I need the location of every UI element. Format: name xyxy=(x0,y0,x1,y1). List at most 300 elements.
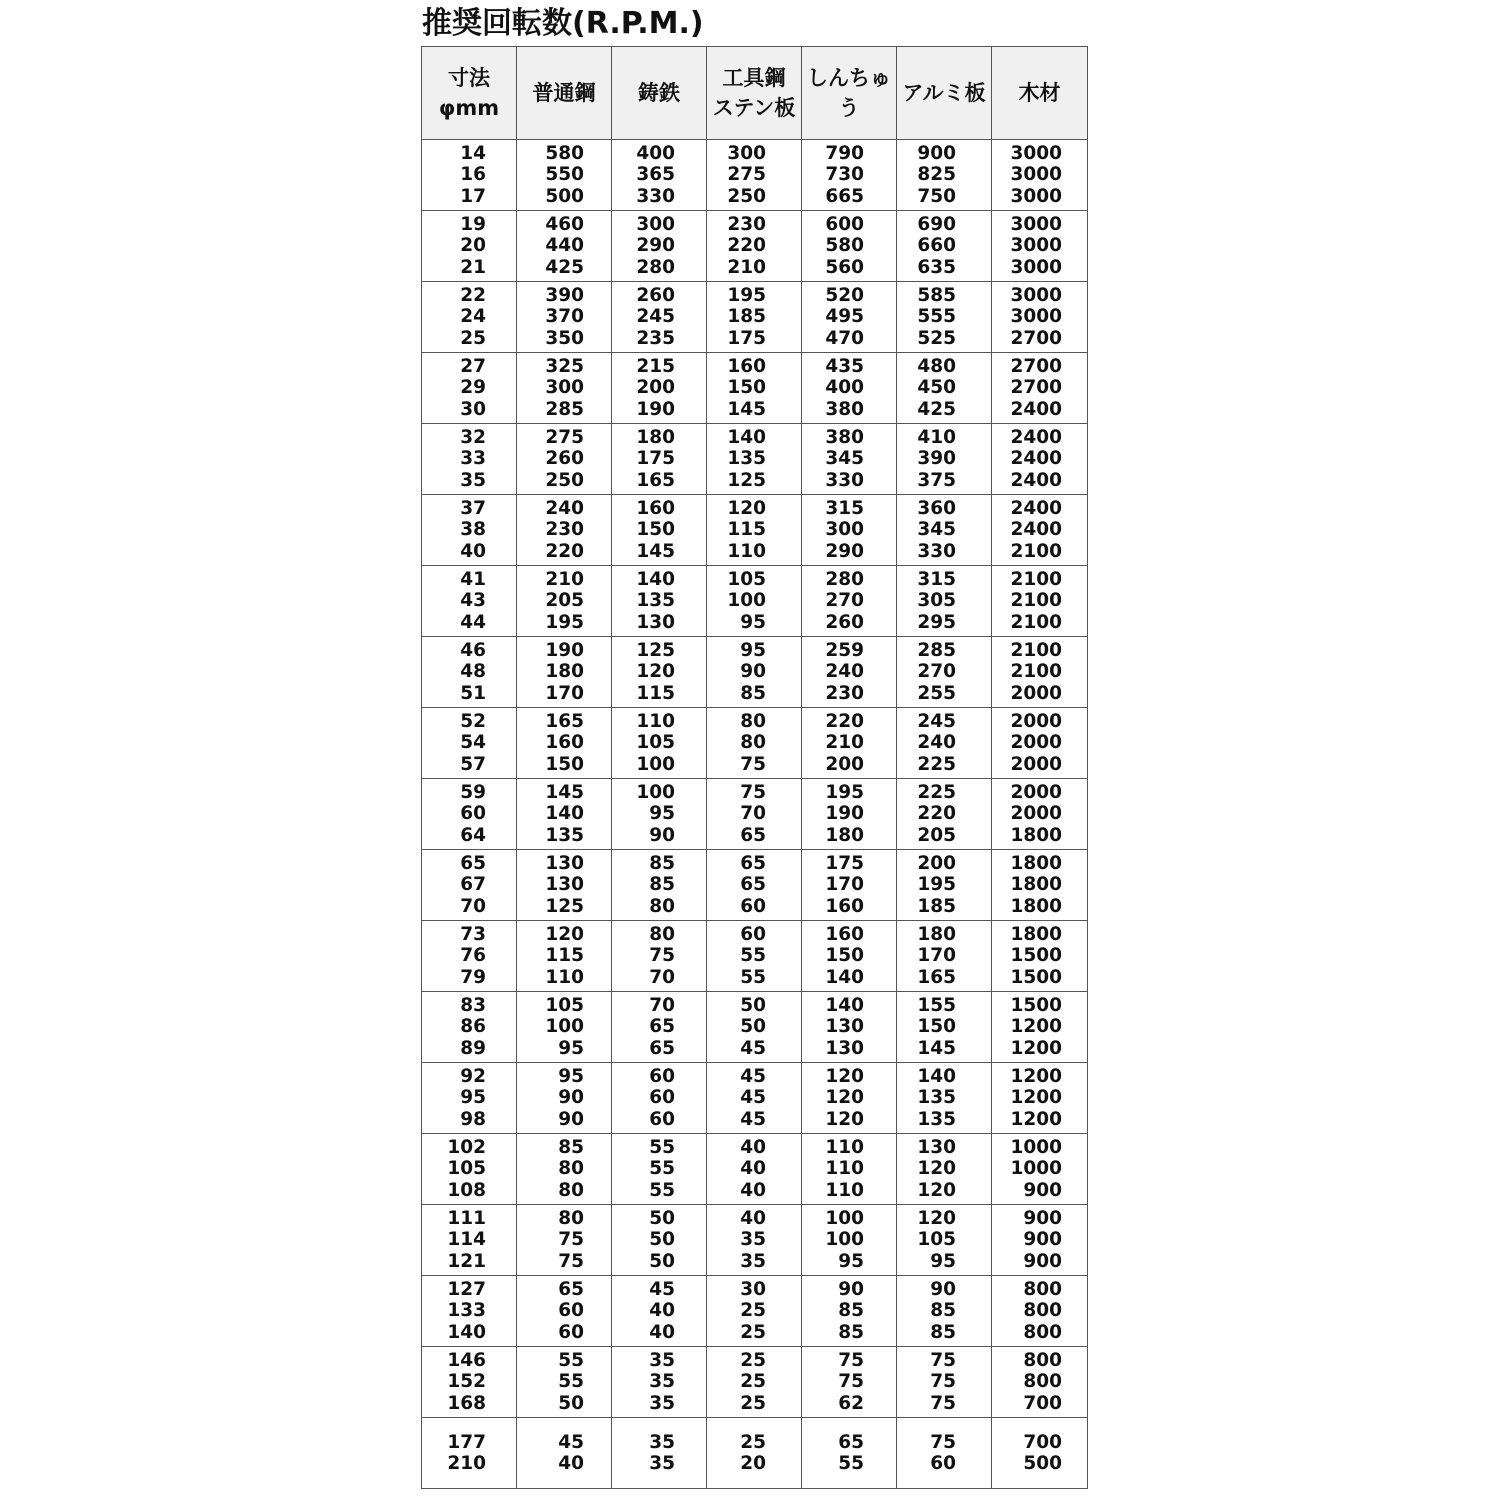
rpm-value: 520 xyxy=(825,284,864,306)
rpm-cell xyxy=(612,282,707,353)
table-row xyxy=(422,282,1088,353)
rpm-value: 75 xyxy=(740,753,766,775)
rpm-value: 170 xyxy=(825,874,864,896)
rpm-cell xyxy=(992,1276,1088,1347)
rpm-value: 300 xyxy=(545,377,584,399)
size-value: 57 xyxy=(460,753,486,775)
rpm-value: 2700 xyxy=(1010,377,1062,399)
table-body xyxy=(422,140,1088,1489)
rpm-value: 75 xyxy=(930,1371,956,1393)
rpm-value: 665 xyxy=(825,185,864,207)
size-cell xyxy=(422,708,517,779)
size-cell xyxy=(422,779,517,850)
rpm-value: 1000 xyxy=(1010,1136,1062,1158)
table-row xyxy=(422,779,1088,850)
column-header-line: ステン板 xyxy=(712,96,796,120)
rpm-value: 260 xyxy=(825,611,864,633)
rpm-value: 45 xyxy=(740,1108,766,1130)
size-cell xyxy=(422,1276,517,1347)
rpm-value: 360 xyxy=(917,497,956,519)
size-value: 79 xyxy=(460,966,486,988)
rpm-cell xyxy=(802,1063,897,1134)
rpm-value: 1800 xyxy=(1010,895,1062,917)
rpm-value: 240 xyxy=(545,497,584,519)
rpm-value: 800 xyxy=(1023,1349,1062,1371)
rpm-value: 130 xyxy=(825,1016,864,1038)
rpm-value: 65 xyxy=(558,1278,584,1300)
rpm-cell xyxy=(517,921,612,992)
rpm-value: 3000 xyxy=(1010,164,1062,186)
rpm-value: 85 xyxy=(930,1321,956,1343)
rpm-value: 130 xyxy=(917,1136,956,1158)
rpm-value: 55 xyxy=(649,1158,675,1180)
rpm-value: 230 xyxy=(727,213,766,235)
header-row xyxy=(422,47,1088,140)
rpm-cell xyxy=(612,921,707,992)
rpm-value: 80 xyxy=(740,710,766,732)
rpm-cell xyxy=(897,566,992,637)
rpm-value: 275 xyxy=(545,426,584,448)
rpm-value: 105 xyxy=(917,1229,956,1251)
rpm-cell xyxy=(612,992,707,1063)
rpm-value: 200 xyxy=(825,753,864,775)
rpm-value: 100 xyxy=(825,1207,864,1229)
rpm-value: 120 xyxy=(917,1179,956,1201)
rpm-cell xyxy=(897,1063,992,1134)
rpm-value: 165 xyxy=(917,966,956,988)
rpm-value: 80 xyxy=(649,923,675,945)
rpm-cell xyxy=(612,140,707,211)
rpm-table xyxy=(421,46,1088,1489)
rpm-value: 45 xyxy=(740,1087,766,1109)
rpm-value: 3000 xyxy=(1010,235,1062,257)
rpm-value: 220 xyxy=(727,235,766,257)
rpm-value: 100 xyxy=(636,753,675,775)
column-header-line: 鋳鉄 xyxy=(638,81,680,105)
table-row xyxy=(422,708,1088,779)
rpm-cell xyxy=(897,1418,992,1489)
size-value: 89 xyxy=(460,1037,486,1059)
rpm-value: 185 xyxy=(917,895,956,917)
rpm-value: 2000 xyxy=(1010,781,1062,803)
size-value: 114 xyxy=(447,1229,486,1251)
rpm-value: 750 xyxy=(917,185,956,207)
rpm-cell xyxy=(707,921,802,992)
size-value: 60 xyxy=(460,803,486,825)
rpm-value: 525 xyxy=(917,327,956,349)
rpm-value: 245 xyxy=(917,710,956,732)
rpm-value: 180 xyxy=(545,661,584,683)
rpm-value: 1200 xyxy=(1010,1016,1062,1038)
rpm-cell xyxy=(707,1347,802,1418)
rpm-value: 65 xyxy=(740,852,766,874)
rpm-value: 35 xyxy=(740,1250,766,1272)
rpm-value: 65 xyxy=(649,1016,675,1038)
rpm-cell xyxy=(802,211,897,282)
table-row xyxy=(422,1276,1088,1347)
rpm-cell xyxy=(517,353,612,424)
rpm-value: 140 xyxy=(727,426,766,448)
rpm-value: 135 xyxy=(727,448,766,470)
rpm-value: 245 xyxy=(636,306,675,328)
rpm-value: 90 xyxy=(558,1087,584,1109)
rpm-value: 50 xyxy=(740,1016,766,1038)
table-row xyxy=(422,495,1088,566)
rpm-value: 140 xyxy=(917,1065,956,1087)
rpm-value: 900 xyxy=(1023,1250,1062,1272)
rpm-value: 580 xyxy=(545,142,584,164)
column-header xyxy=(897,47,992,140)
size-value: 111 xyxy=(447,1207,486,1229)
rpm-value: 145 xyxy=(636,540,675,562)
rpm-cell xyxy=(517,211,612,282)
rpm-value: 45 xyxy=(649,1278,675,1300)
rpm-cell xyxy=(707,566,802,637)
rpm-cell xyxy=(707,637,802,708)
column-header-line: 工具鋼 xyxy=(722,66,786,90)
rpm-value: 35 xyxy=(649,1431,675,1453)
rpm-value: 90 xyxy=(649,824,675,846)
rpm-value: 45 xyxy=(740,1065,766,1087)
rpm-cell xyxy=(897,1347,992,1418)
rpm-value: 95 xyxy=(740,639,766,661)
rpm-value: 60 xyxy=(649,1108,675,1130)
rpm-value: 2400 xyxy=(1010,519,1062,541)
rpm-value: 125 xyxy=(545,895,584,917)
rpm-value: 100 xyxy=(825,1229,864,1251)
rpm-value: 1500 xyxy=(1010,994,1062,1016)
rpm-value: 110 xyxy=(825,1179,864,1201)
rpm-value: 75 xyxy=(558,1250,584,1272)
rpm-value: 2700 xyxy=(1010,327,1062,349)
rpm-value: 95 xyxy=(930,1250,956,1272)
rpm-value: 45 xyxy=(740,1037,766,1059)
rpm-value: 200 xyxy=(636,377,675,399)
rpm-cell xyxy=(707,1063,802,1134)
rpm-value: 70 xyxy=(649,966,675,988)
rpm-value: 30 xyxy=(740,1278,766,1300)
rpm-value: 1200 xyxy=(1010,1065,1062,1087)
rpm-value: 2700 xyxy=(1010,355,1062,377)
rpm-cell xyxy=(517,1134,612,1205)
rpm-cell xyxy=(612,566,707,637)
size-value: 30 xyxy=(460,398,486,420)
rpm-value: 40 xyxy=(740,1158,766,1180)
size-value: 64 xyxy=(460,824,486,846)
rpm-value: 3000 xyxy=(1010,284,1062,306)
rpm-value: 260 xyxy=(545,448,584,470)
rpm-cell xyxy=(802,353,897,424)
rpm-value: 280 xyxy=(636,256,675,278)
rpm-cell xyxy=(992,1205,1088,1276)
rpm-value: 285 xyxy=(917,639,956,661)
rpm-value: 300 xyxy=(825,519,864,541)
size-value: 146 xyxy=(447,1349,486,1371)
rpm-cell xyxy=(612,424,707,495)
rpm-value: 700 xyxy=(1023,1431,1062,1453)
rpm-cell xyxy=(517,1418,612,1489)
rpm-cell xyxy=(897,1205,992,1276)
size-value: 19 xyxy=(460,213,486,235)
rpm-value: 900 xyxy=(1023,1179,1062,1201)
rpm-value: 240 xyxy=(825,661,864,683)
rpm-value: 345 xyxy=(825,448,864,470)
rpm-value: 3000 xyxy=(1010,213,1062,235)
rpm-value: 825 xyxy=(917,164,956,186)
column-header-line: 寸法 xyxy=(448,66,490,90)
rpm-value: 60 xyxy=(558,1321,584,1343)
rpm-cell xyxy=(992,1063,1088,1134)
rpm-value: 50 xyxy=(649,1207,675,1229)
rpm-cell xyxy=(897,282,992,353)
size-value: 210 xyxy=(447,1453,486,1474)
table-row xyxy=(422,1063,1088,1134)
rpm-value: 120 xyxy=(727,497,766,519)
table-row xyxy=(422,353,1088,424)
rpm-value: 425 xyxy=(545,256,584,278)
rpm-value: 195 xyxy=(545,611,584,633)
rpm-value: 170 xyxy=(917,945,956,967)
rpm-cell xyxy=(612,1063,707,1134)
rpm-value: 90 xyxy=(740,661,766,683)
rpm-value: 95 xyxy=(740,611,766,633)
rpm-value: 35 xyxy=(649,1371,675,1393)
size-cell xyxy=(422,566,517,637)
rpm-value: 700 xyxy=(1023,1392,1062,1414)
rpm-value: 60 xyxy=(740,895,766,917)
rpm-value: 350 xyxy=(545,327,584,349)
rpm-value: 375 xyxy=(917,469,956,491)
rpm-value: 2400 xyxy=(1010,469,1062,491)
rpm-value: 2100 xyxy=(1010,611,1062,633)
size-cell xyxy=(422,637,517,708)
rpm-value: 500 xyxy=(545,185,584,207)
column-header xyxy=(992,47,1088,140)
rpm-value: 560 xyxy=(825,256,864,278)
rpm-cell xyxy=(802,495,897,566)
rpm-value: 380 xyxy=(825,398,864,420)
size-value: 102 xyxy=(447,1136,486,1158)
rpm-value: 195 xyxy=(727,284,766,306)
rpm-value: 390 xyxy=(917,448,956,470)
rpm-value: 180 xyxy=(825,824,864,846)
rpm-cell xyxy=(897,1134,992,1205)
rpm-cell xyxy=(707,1205,802,1276)
rpm-value: 80 xyxy=(740,732,766,754)
rpm-value: 185 xyxy=(727,306,766,328)
rpm-value: 170 xyxy=(545,682,584,704)
rpm-value: 75 xyxy=(649,945,675,967)
rpm-value: 425 xyxy=(917,398,956,420)
rpm-value: 55 xyxy=(740,945,766,967)
rpm-value: 690 xyxy=(917,213,956,235)
rpm-cell xyxy=(992,637,1088,708)
rpm-value: 80 xyxy=(649,895,675,917)
rpm-value: 75 xyxy=(558,1229,584,1251)
rpm-value: 115 xyxy=(636,682,675,704)
rpm-value: 330 xyxy=(636,185,675,207)
size-cell xyxy=(422,921,517,992)
rpm-value: 800 xyxy=(1023,1371,1062,1393)
rpm-value: 60 xyxy=(740,923,766,945)
rpm-value: 250 xyxy=(545,469,584,491)
rpm-cell xyxy=(992,1134,1088,1205)
rpm-value: 55 xyxy=(838,1453,864,1474)
rpm-value: 800 xyxy=(1023,1300,1062,1322)
rpm-value: 110 xyxy=(636,710,675,732)
rpm-value: 105 xyxy=(545,994,584,1016)
rpm-value: 110 xyxy=(825,1136,864,1158)
rpm-value: 330 xyxy=(825,469,864,491)
rpm-value: 130 xyxy=(545,874,584,896)
column-header-line: アルミ板 xyxy=(902,81,986,105)
rpm-cell xyxy=(612,1347,707,1418)
rpm-cell xyxy=(802,566,897,637)
rpm-value: 35 xyxy=(649,1453,675,1474)
rpm-value: 150 xyxy=(917,1016,956,1038)
rpm-value: 1000 xyxy=(1010,1158,1062,1180)
rpm-cell xyxy=(517,637,612,708)
size-value: 105 xyxy=(447,1158,486,1180)
rpm-value: 230 xyxy=(825,682,864,704)
rpm-value: 2400 xyxy=(1010,426,1062,448)
rpm-value: 1800 xyxy=(1010,824,1062,846)
rpm-value: 25 xyxy=(740,1321,766,1343)
rpm-value: 140 xyxy=(545,803,584,825)
size-value: 44 xyxy=(460,611,486,633)
rpm-value: 85 xyxy=(930,1300,956,1322)
rpm-value: 25 xyxy=(740,1431,766,1453)
size-cell xyxy=(422,1134,517,1205)
rpm-value: 205 xyxy=(545,590,584,612)
rpm-value: 120 xyxy=(545,923,584,945)
rpm-value: 165 xyxy=(545,710,584,732)
rpm-value: 205 xyxy=(917,824,956,846)
rpm-value: 470 xyxy=(825,327,864,349)
rpm-cell xyxy=(707,424,802,495)
column-header xyxy=(517,47,612,140)
size-value: 86 xyxy=(460,1016,486,1038)
size-cell xyxy=(422,211,517,282)
rpm-value: 150 xyxy=(825,945,864,967)
table-row xyxy=(422,424,1088,495)
rpm-value: 235 xyxy=(636,327,675,349)
rpm-value: 90 xyxy=(838,1278,864,1300)
rpm-value: 635 xyxy=(917,256,956,278)
rpm-value: 50 xyxy=(558,1392,584,1414)
rpm-value: 175 xyxy=(636,448,675,470)
size-cell xyxy=(422,140,517,211)
rpm-value: 3000 xyxy=(1010,306,1062,328)
size-cell xyxy=(422,495,517,566)
size-cell xyxy=(422,1205,517,1276)
rpm-value: 60 xyxy=(930,1453,956,1474)
rpm-value: 225 xyxy=(917,781,956,803)
rpm-value: 580 xyxy=(825,235,864,257)
column-header xyxy=(802,47,897,140)
rpm-cell xyxy=(802,1205,897,1276)
size-value: 95 xyxy=(460,1087,486,1109)
size-value: 14 xyxy=(460,142,486,164)
size-cell xyxy=(422,282,517,353)
rpm-value: 1800 xyxy=(1010,852,1062,874)
rpm-cell xyxy=(897,637,992,708)
size-value: 73 xyxy=(460,923,486,945)
rpm-value: 160 xyxy=(825,923,864,945)
rpm-value: 175 xyxy=(825,852,864,874)
rpm-value: 120 xyxy=(917,1207,956,1229)
rpm-value: 100 xyxy=(636,781,675,803)
rpm-value: 95 xyxy=(649,803,675,825)
rpm-value: 80 xyxy=(558,1179,584,1201)
rpm-value: 900 xyxy=(917,142,956,164)
rpm-value: 125 xyxy=(636,639,675,661)
column-header xyxy=(707,47,802,140)
rpm-value: 145 xyxy=(545,781,584,803)
column-header xyxy=(612,47,707,140)
rpm-cell xyxy=(802,424,897,495)
rpm-value: 135 xyxy=(636,590,675,612)
rpm-cell xyxy=(612,637,707,708)
rpm-cell xyxy=(897,779,992,850)
rpm-cell xyxy=(802,637,897,708)
rpm-value: 115 xyxy=(545,945,584,967)
rpm-cell xyxy=(802,1418,897,1489)
table-row xyxy=(422,1134,1088,1205)
rpm-cell xyxy=(612,1134,707,1205)
column-header-line: 木材 xyxy=(1018,81,1061,105)
rpm-value: 315 xyxy=(917,568,956,590)
rpm-value: 480 xyxy=(917,355,956,377)
rpm-value: 2000 xyxy=(1010,710,1062,732)
rpm-value: 95 xyxy=(558,1065,584,1087)
size-value: 127 xyxy=(447,1278,486,1300)
column-header-line: φmm xyxy=(438,96,500,120)
rpm-value: 400 xyxy=(636,142,675,164)
rpm-cell xyxy=(612,495,707,566)
rpm-value: 1500 xyxy=(1010,945,1062,967)
rpm-value: 35 xyxy=(649,1392,675,1414)
table-row xyxy=(422,140,1088,211)
rpm-value: 290 xyxy=(636,235,675,257)
rpm-cell xyxy=(992,779,1088,850)
rpm-value: 2400 xyxy=(1010,448,1062,470)
rpm-value: 2100 xyxy=(1010,568,1062,590)
rpm-cell xyxy=(802,779,897,850)
rpm-value: 155 xyxy=(917,994,956,1016)
rpm-value: 410 xyxy=(917,426,956,448)
rpm-value: 2400 xyxy=(1010,398,1062,420)
rpm-value: 2000 xyxy=(1010,803,1062,825)
table-row xyxy=(422,211,1088,282)
rpm-value: 365 xyxy=(636,164,675,186)
rpm-value: 110 xyxy=(545,966,584,988)
rpm-value: 435 xyxy=(825,355,864,377)
rpm-value: 135 xyxy=(917,1087,956,1109)
rpm-cell xyxy=(802,921,897,992)
rpm-value: 120 xyxy=(825,1087,864,1109)
rpm-value: 55 xyxy=(649,1179,675,1201)
rpm-cell xyxy=(707,1418,802,1489)
table-row xyxy=(422,566,1088,637)
rpm-value: 295 xyxy=(917,611,956,633)
rpm-value: 40 xyxy=(558,1453,584,1474)
size-value: 41 xyxy=(460,568,486,590)
rpm-cell xyxy=(707,1134,802,1205)
rpm-cell xyxy=(802,140,897,211)
rpm-cell xyxy=(992,495,1088,566)
rpm-value: 140 xyxy=(825,966,864,988)
